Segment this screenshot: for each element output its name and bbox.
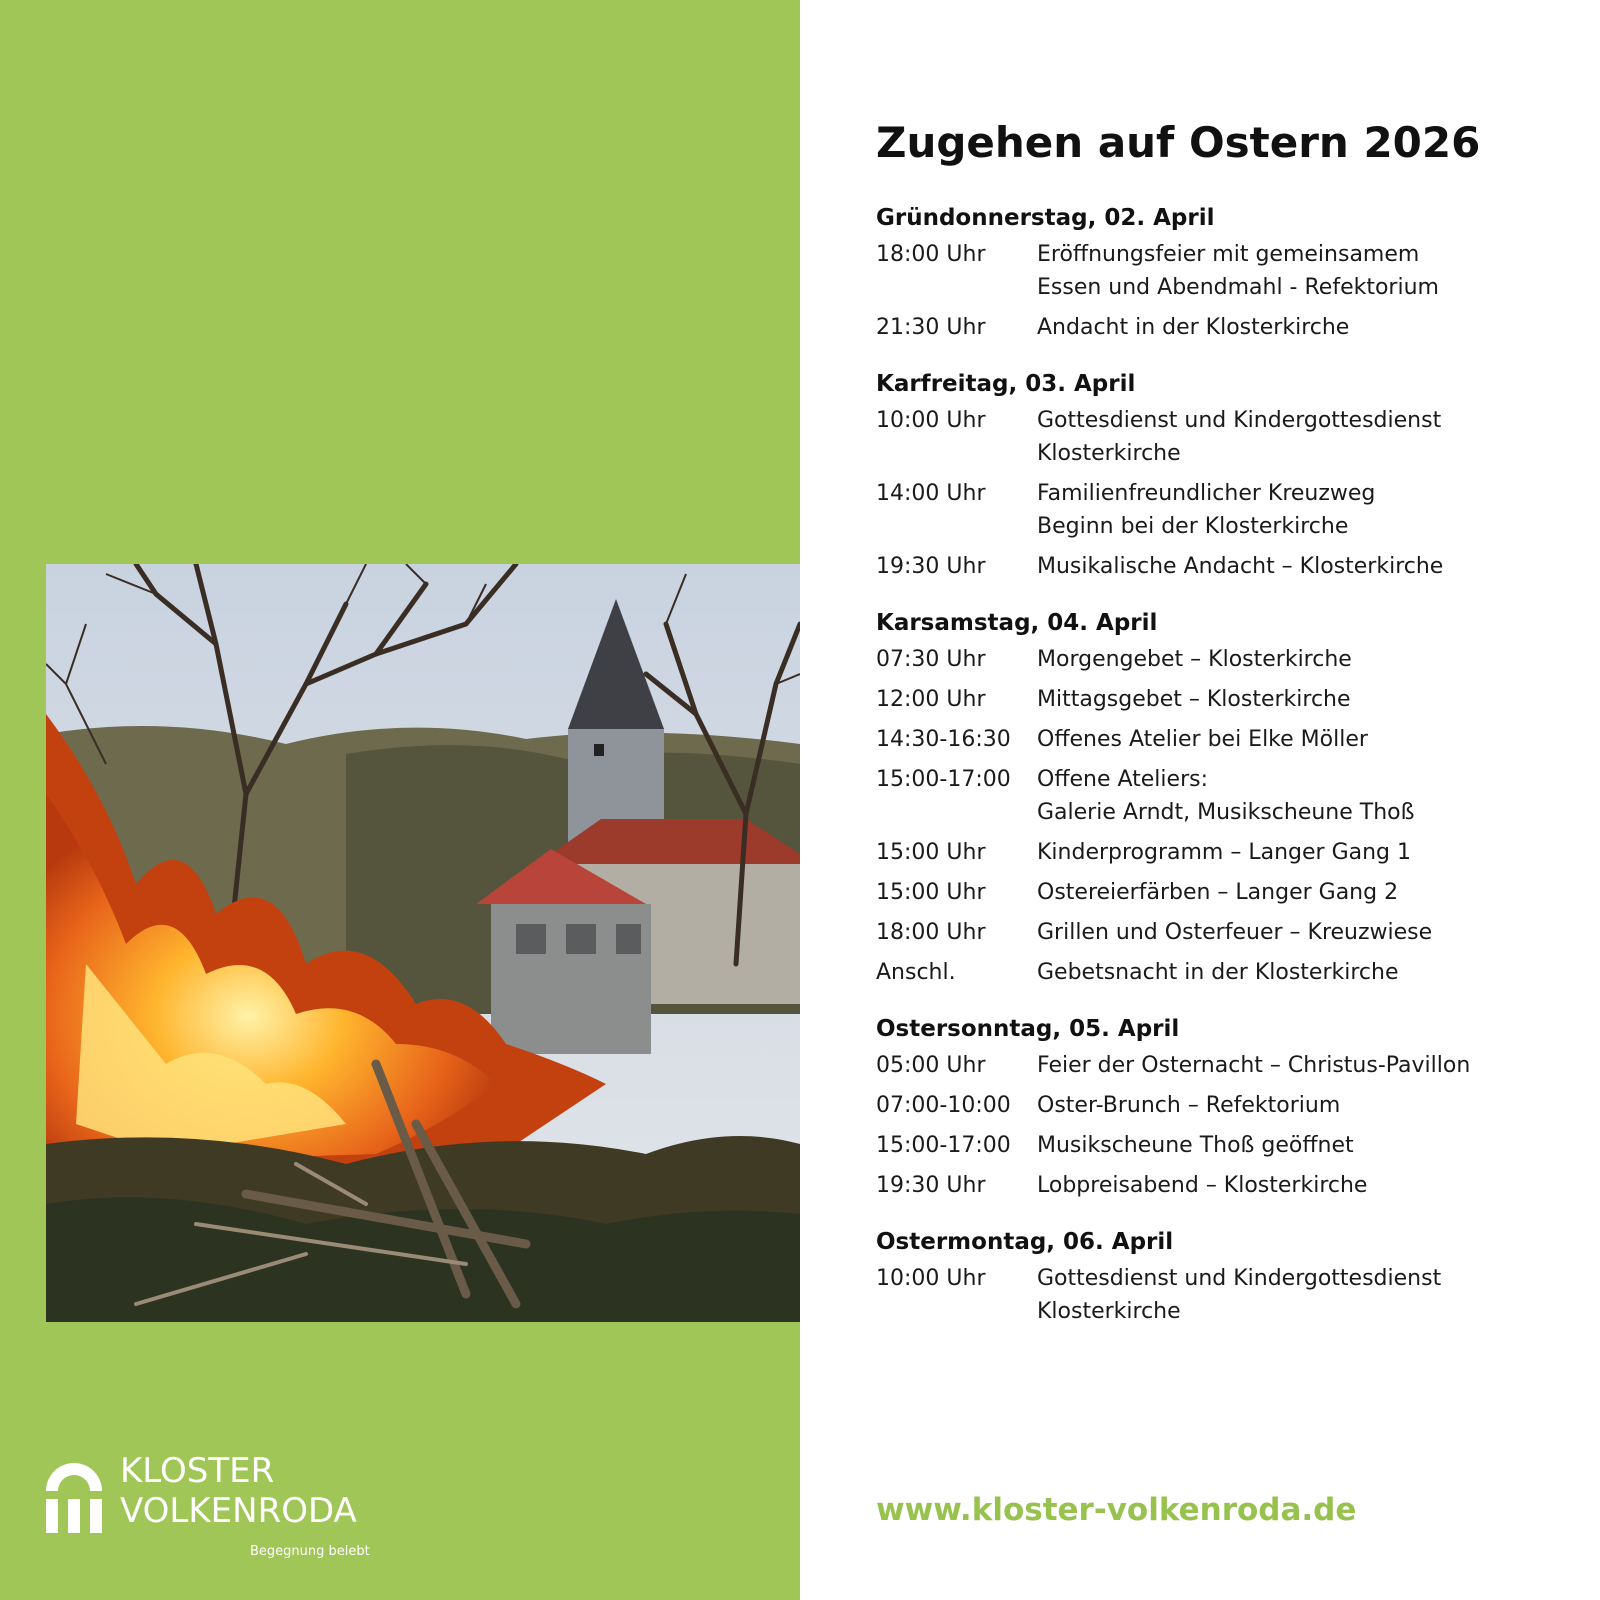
event-time: 18:00 Uhr [876,242,986,267]
program-day [876,1013,1576,1202]
event-row [876,916,1576,949]
event-description [1037,723,1368,756]
event-time: 10:00 Uhr [876,1266,986,1291]
event-description [1037,643,1352,676]
event-time: 19:30 Uhr [876,1173,986,1198]
program-panel [876,0,1576,1600]
event-row [876,763,1576,829]
event-time: 15:00-17:00 [876,1133,1011,1158]
event-description [1037,683,1351,716]
event-row [876,1129,1576,1162]
event-description-line: Musikscheune Thoß geöffnet [1037,1133,1354,1158]
event-time: 15:00 Uhr [876,840,986,865]
event-description-line: Gebetsnacht in der Klosterkirche [1037,960,1399,985]
event-description-line: Morgengebet – Klosterkirche [1037,647,1352,672]
event-time: 19:30 Uhr [876,554,986,579]
event-row [876,876,1576,909]
event-description-line: Gottesdienst und Kindergottesdienst [1037,408,1442,433]
event-description-line: Klosterkirche [1037,441,1181,466]
event-time: 15:00-17:00 [876,767,1011,792]
event-row [876,550,1576,583]
event-description [1037,238,1439,304]
event-row [876,723,1576,756]
event-row [876,683,1576,716]
event-time: 18:00 Uhr [876,920,986,945]
event-description-line: Klosterkirche [1037,1299,1181,1324]
event-description-line: Offene Ateliers: [1037,767,1208,792]
event-description-line: Galerie Arndt, Musikscheune Thoß [1037,800,1415,825]
event-row [876,643,1576,676]
event-description [1037,404,1441,470]
day-title: Gründonnerstag, 02. April [876,205,1215,231]
event-row [876,956,1576,989]
logo-text-line2: VOLKENRODA [120,1491,357,1531]
event-time: 15:00 Uhr [876,880,986,905]
event-description-line: Musikalische Andacht – Klosterkirche [1037,554,1444,579]
event-row [876,1089,1576,1122]
program-title: Zugehen auf Ostern 2026 [876,118,1481,167]
event-time: 14:00 Uhr [876,481,986,506]
event-description-line: Eröffnungsfeier mit gemeinsamem [1037,242,1420,267]
event-description-line: Ostereierfärben – Langer Gang 2 [1037,880,1399,905]
website-link[interactable]: www.kloster-volkenroda.de [876,1492,1357,1528]
kloster-logo [44,1452,404,1562]
event-row [876,404,1576,470]
program-day [876,368,1576,583]
event-description-line: Offenes Atelier bei Elke Möller [1037,727,1368,752]
arch-logo-icon [44,1455,104,1535]
event-description-line: Grillen und Osterfeuer – Kreuzwiese [1037,920,1433,945]
day-title: Karsamstag, 04. April [876,610,1158,636]
event-description [1037,836,1411,869]
event-row [876,1262,1576,1328]
event-description [1037,550,1443,583]
program-list [876,202,1576,1352]
event-description-line: Andacht in der Klosterkirche [1037,315,1350,340]
event-description-line: Lobpreisabend – Klosterkirche [1037,1173,1368,1198]
event-time: 07:00-10:00 [876,1093,1011,1118]
event-description [1037,876,1398,909]
event-description [1037,763,1414,829]
event-description [1037,1089,1340,1122]
logo-tagline: Begegnung belebt [250,1544,370,1559]
event-description [1037,1262,1441,1328]
event-time: 14:30-16:30 [876,727,1011,752]
event-description [1037,916,1432,949]
logo-text-line1: KLOSTER [120,1451,275,1491]
program-day [876,607,1576,989]
event-description-line: Feier der Osternacht – Christus-Pavillon [1037,1053,1471,1078]
event-row [876,238,1576,304]
event-time: 12:00 Uhr [876,687,986,712]
easter-fire-church-photo [46,564,800,1322]
day-title: Karfreitag, 03. April [876,371,1136,397]
event-row [876,1169,1576,1202]
event-time: 21:30 Uhr [876,315,986,340]
event-description-line: Oster-Brunch – Refektorium [1037,1093,1341,1118]
event-description [1037,1129,1354,1162]
event-description [1037,1169,1367,1202]
program-day [876,1226,1576,1328]
event-description-line: Familienfreundlicher Kreuzweg [1037,481,1376,506]
event-description [1037,311,1349,344]
day-title: Ostersonntag, 05. April [876,1016,1180,1042]
event-row [876,477,1576,543]
event-description-line: Mittagsgebet – Klosterkirche [1037,687,1351,712]
event-time: 05:00 Uhr [876,1053,986,1078]
event-time: 07:30 Uhr [876,647,986,672]
program-day [876,202,1576,344]
event-description [1037,1049,1470,1082]
event-description-line: Gottesdienst und Kindergottesdienst [1037,1266,1442,1291]
event-description [1037,477,1375,543]
event-time: 10:00 Uhr [876,408,986,433]
event-row [876,836,1576,869]
event-description-line: Essen und Abendmahl - Refektorium [1037,275,1439,300]
event-row [876,1049,1576,1082]
event-row [876,311,1576,344]
event-description [1037,956,1399,989]
day-title: Ostermontag, 06. April [876,1229,1174,1255]
event-time: Anschl. [876,960,956,985]
event-description-line: Kinderprogramm – Langer Gang 1 [1037,840,1411,865]
event-description-line: Beginn bei der Klosterkirche [1037,514,1349,539]
